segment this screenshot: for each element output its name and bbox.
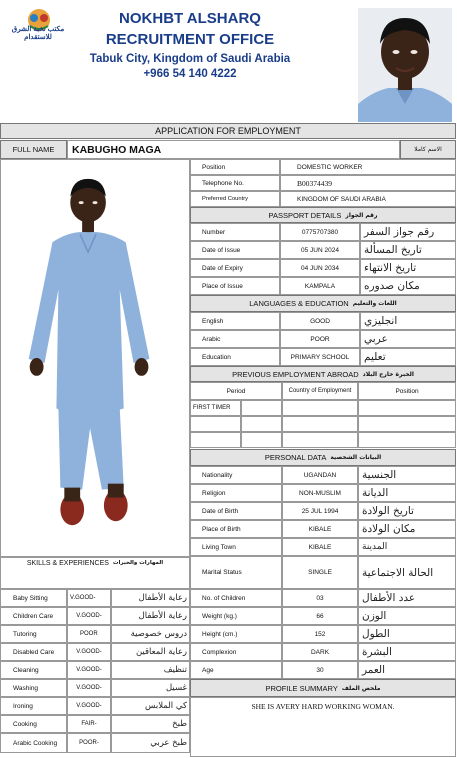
full-body-photo-icon xyxy=(1,160,189,556)
children-label: No. of Children xyxy=(190,589,282,607)
age-value: 30 xyxy=(282,661,358,679)
complexion-value: DARK xyxy=(282,643,358,661)
height-ar: الطول xyxy=(358,625,456,643)
nationality-value: UGANDAN xyxy=(282,466,358,484)
profile-summary-text: SHE IS AVERY HARD WORKING WOMAN. xyxy=(251,702,395,711)
skill-washing-label: Washing xyxy=(0,679,67,697)
empty-cell xyxy=(282,416,358,432)
skill-disabled-care-ar: رعاية المعاقين xyxy=(111,643,190,661)
preferred-country-label: Preferred Country xyxy=(190,191,280,207)
personal-data-title-ar: البيانات الشخصية xyxy=(330,454,382,461)
personal-data-title-text: PERSONAL DATA xyxy=(264,453,327,462)
arabic-label: Arabic xyxy=(190,330,280,348)
weight-value: 66 xyxy=(282,607,358,625)
personal-data-title xyxy=(190,449,456,466)
company-name-line2: RECRUITMENT OFFICE xyxy=(105,31,275,48)
skill-tutoring-ar: دروس خصوصية xyxy=(111,625,190,643)
skill-tutoring-label: Tutoring xyxy=(0,625,67,643)
applicant-headshot xyxy=(358,8,452,122)
country-cell xyxy=(282,400,358,416)
empty-cell xyxy=(282,432,358,448)
marital-status-value: SINGLE xyxy=(282,556,358,589)
expiry-date-value: 04 JUN 2034 xyxy=(280,259,360,277)
col-position: Position xyxy=(358,382,456,400)
skill-disabled-care-value: V.GOOD- xyxy=(67,643,111,661)
religion-label: Religion xyxy=(190,484,282,502)
skill-children-care-label: Children Care xyxy=(0,607,67,625)
telephone-label: Telephone No. xyxy=(190,175,280,191)
skill-arabic-cooking-ar: طبخ عربي xyxy=(111,733,190,753)
profile-summary-box xyxy=(190,697,456,757)
empty-cell xyxy=(241,432,282,448)
issue-date-value: 05 JUN 2024 xyxy=(280,241,360,259)
skill-washing-ar: غسيل xyxy=(111,679,190,697)
form-title: APPLICATION FOR EMPLOYMENT xyxy=(0,123,456,139)
previous-employment-title xyxy=(190,366,456,382)
skill-arabic-cooking-value: POOR- xyxy=(67,733,111,753)
arabic-ar: عربي xyxy=(360,330,456,348)
english-value: GOOD xyxy=(280,312,360,330)
complexion-label: Complexion xyxy=(190,643,282,661)
passport-title xyxy=(190,207,456,223)
full-name-label: FULL NAME xyxy=(0,140,67,159)
empty-cell xyxy=(241,416,282,432)
position-cell xyxy=(358,400,456,416)
birth-date-value: 25 JUL 1994 xyxy=(282,502,358,520)
skill-washing-value: V.GOOD- xyxy=(67,679,111,697)
skill-children-care-ar: رعاية الأطفال xyxy=(111,607,190,625)
children-ar: عدد الأطفال xyxy=(358,589,456,607)
birth-place-label: Place of Birth xyxy=(190,520,282,538)
religion-value: NON-MUSLIM xyxy=(282,484,358,502)
skill-baby-sitting-ar: رعاية الأطفال xyxy=(111,589,190,607)
expiry-date-label: Date of Expiry xyxy=(190,259,280,277)
birth-date-ar: تاريخ الولادة xyxy=(358,502,456,520)
height-label: Height (cm.) xyxy=(190,625,282,643)
birth-date-label: Date of Birth xyxy=(190,502,282,520)
height-value: 152 xyxy=(282,625,358,643)
birth-place-value: KIBALE xyxy=(282,520,358,538)
skill-arabic-cooking-label: Arabic Cooking xyxy=(0,733,67,753)
marital-status-ar: الحالة الاجتماعية xyxy=(358,556,456,589)
skill-baby-sitting-label: Baby Sitting xyxy=(0,589,67,607)
issue-date-label: Date of Issue xyxy=(190,241,280,259)
document-header xyxy=(0,0,457,122)
applicant-full-photo xyxy=(0,159,190,557)
position-value: DOMESTIC WORKER xyxy=(280,159,456,175)
skill-tutoring-value: POOR xyxy=(67,625,111,643)
skill-cleaning-value: V.GOOD- xyxy=(67,661,111,679)
skill-ironing-value: V.GOOD- xyxy=(67,697,111,715)
passport-title-text: PASSPORT DETAILS xyxy=(268,210,342,220)
full-name-value: KABUGHO MAGA xyxy=(67,140,400,159)
living-town-ar: المدينة xyxy=(358,538,456,556)
first-timer-cell: FIRST TIMER xyxy=(190,400,241,416)
languages-title-text: LANGUAGES & EDUCATION xyxy=(249,299,349,308)
telephone-value: B00374439 xyxy=(280,175,456,191)
skill-ironing-label: Ironing xyxy=(0,697,67,715)
education-ar: تعليم xyxy=(360,348,456,366)
age-label: Age xyxy=(190,661,282,679)
skill-ironing-ar: كي الملابس xyxy=(111,697,190,715)
previous-employment-title-text: PREVIOUS EMPLOYMENT ABROAD xyxy=(232,369,359,379)
religion-ar: الديانة xyxy=(358,484,456,502)
marital-status-label: Marital Status xyxy=(190,556,282,589)
nationality-label: Nationality xyxy=(190,466,282,484)
languages-title-ar: اللغات والتعليم xyxy=(352,300,397,307)
skill-cooking-value: FAIR- xyxy=(67,715,111,733)
profile-summary-title-text: PROFILE SUMMARY xyxy=(265,683,338,693)
living-town-label: Living Town xyxy=(190,538,282,556)
living-town-value: KIBALE xyxy=(282,538,358,556)
skill-disabled-care-label: Disabled Care xyxy=(0,643,67,661)
company-location: Tabuk City, Kingdom of Saudi Arabia xyxy=(89,53,291,65)
issue-place-label: Place of Issue xyxy=(190,277,280,295)
company-name-line1: NOKHBT ALSHARQ xyxy=(119,10,261,27)
skill-children-care-value: V.GOOD- xyxy=(67,607,111,625)
empty-cell xyxy=(358,432,456,448)
skill-cleaning-label: Cleaning xyxy=(0,661,67,679)
company-phone: +966 54 140 4222 xyxy=(143,68,237,80)
issue-date-ar: تاريخ المسألة xyxy=(360,241,456,259)
education-value: PRIMARY SCHOOL xyxy=(280,348,360,366)
position-label: Position xyxy=(190,159,280,175)
english-ar: انجليزي xyxy=(360,312,456,330)
company-contact xyxy=(80,52,300,82)
logo-text: مكتب نخبة الشرق للاستقدام xyxy=(11,26,65,41)
weight-label: Weight (kg.) xyxy=(190,607,282,625)
skills-title-ar: المهارات والخبرات xyxy=(112,560,164,566)
empty-cell xyxy=(358,416,456,432)
weight-ar: الوزن xyxy=(358,607,456,625)
col-country: Country of Employment xyxy=(282,382,358,400)
expiry-date-ar: تاريخ الانتهاء xyxy=(360,259,456,277)
birth-place-ar: مكان الولادة xyxy=(358,520,456,538)
skills-title-text: SKILLS & EXPERIENCES xyxy=(26,560,109,567)
skill-cleaning-ar: تنظيف xyxy=(111,661,190,679)
skill-cooking-label: Cooking xyxy=(0,715,67,733)
passport-number-label: Number xyxy=(190,223,280,241)
issue-place-value: KAMPALA xyxy=(280,277,360,295)
complexion-ar: البشرة xyxy=(358,643,456,661)
arabic-value: POOR xyxy=(280,330,360,348)
passport-number-ar: رقم جواز السفر xyxy=(360,223,456,241)
skills-title xyxy=(0,557,190,589)
passport-number-value: 0775707380 xyxy=(280,223,360,241)
skill-cooking-ar: طبخ xyxy=(111,715,190,733)
age-ar: العمر xyxy=(358,661,456,679)
period-end-cell xyxy=(241,400,282,416)
preferred-country-value: KINGDOM OF SAUDI ARABIA xyxy=(280,191,456,207)
nationality-ar: الجنسية xyxy=(358,466,456,484)
full-name-label-ar: الاسم كاملا xyxy=(400,140,456,159)
empty-cell xyxy=(190,432,241,448)
company-name xyxy=(80,8,300,50)
profile-summary-title-ar: ملخص الملف xyxy=(341,684,381,692)
name-row xyxy=(0,140,456,159)
english-label: English xyxy=(190,312,280,330)
languages-title xyxy=(190,295,456,312)
previous-employment-title-ar: الخبرة خارج البلاد xyxy=(362,370,414,378)
education-label: Education xyxy=(190,348,280,366)
col-period: Period xyxy=(190,382,282,400)
profile-summary-title xyxy=(190,679,456,697)
children-value: 03 xyxy=(282,589,358,607)
issue-place-ar: مكان صدوره xyxy=(360,277,456,295)
skill-baby-sitting-value: V.GOOD- xyxy=(67,589,111,607)
empty-cell xyxy=(190,416,241,432)
passport-title-ar: رقم الجواز xyxy=(345,211,378,219)
